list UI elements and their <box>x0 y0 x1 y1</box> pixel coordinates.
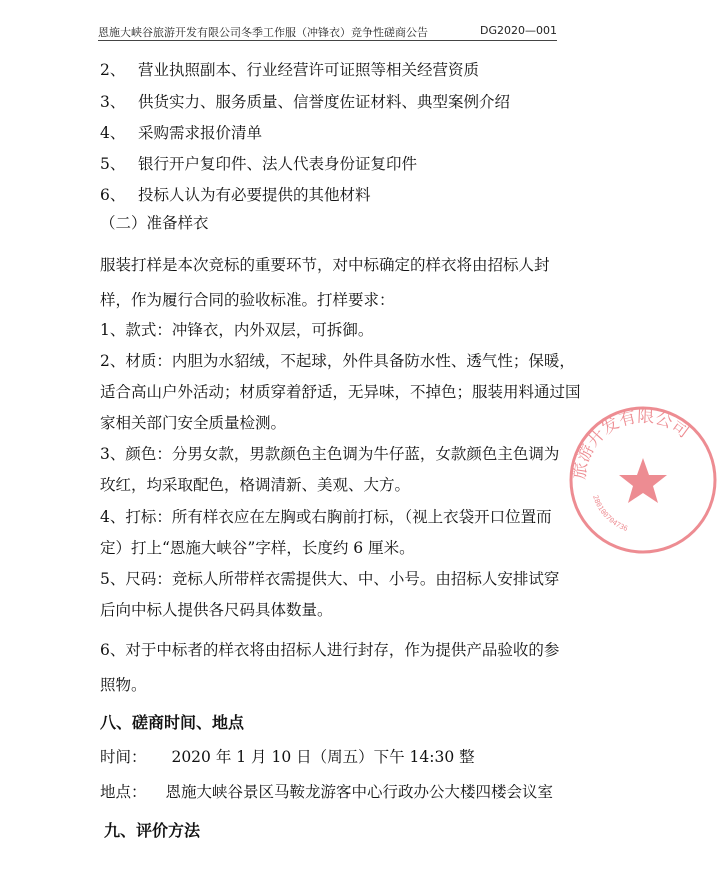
section-heading: 八、磋商时间、地点 <box>100 713 245 732</box>
paragraph-line: 后向中标人提供各尺码具体数量。 <box>100 601 333 619</box>
list-text: 营业执照副本、行业经营许可证照等相关经营资质 <box>138 61 480 79</box>
paragraph-line: 6、对于中标者的样衣将由招标人进行封存，作为提供产品验收的参 <box>100 641 560 659</box>
place-value: 恩施大峡谷景区马鞍龙游客中心行政办公大楼四楼会议室 <box>165 783 553 801</box>
paragraph-line: 照物。 <box>100 676 147 694</box>
list-number: 5、 <box>100 155 126 173</box>
list-text: 投标人认为有必要提供的其他材料 <box>138 186 371 204</box>
list-number: 3、 <box>100 93 126 111</box>
paragraph-line: 3、颜色：分男女款，男款颜色主色调为牛仔蓝，女款颜色主色调为 <box>100 445 560 463</box>
list-number: 2、 <box>100 61 126 79</box>
time-value: 2020 年 1 月 10 日（周五）下午 14:30 整 <box>171 748 475 766</box>
subsection-title: （二）准备样衣 <box>100 214 209 232</box>
place-row <box>100 780 553 802</box>
paragraph-line: 玫红，均采取配色，格调清新、美观、大方。 <box>100 476 411 494</box>
seal-star-icon <box>619 458 667 503</box>
time-row <box>100 745 475 767</box>
paragraph-line: 5、尺码：竞标人所带样衣需提供大、中、小号。由招标人安排试穿 <box>100 570 560 588</box>
paragraph-line: 家相关部门安全质量检测。 <box>100 414 287 432</box>
seal-code: 280100704736 <box>591 494 629 534</box>
paragraph-line: 样，作为履行合同的验收标准。打样要求： <box>100 291 395 309</box>
list-number: 6、 <box>100 186 126 204</box>
paragraph-line: 服装打样是本次竞标的重要环节，对中标确定的样衣将由招标人封 <box>100 256 550 274</box>
header-title: 恩施大峡谷旅游开发有限公司冬季工作服（冲锋衣）竞争性磋商公告 <box>98 26 428 39</box>
company-seal <box>563 400 723 560</box>
header-doc-number: DG2020—001 <box>480 24 557 37</box>
section-heading: 九、评价方法 <box>104 821 201 840</box>
paragraph-line: 1、款式：冲锋衣，内外双层，可拆御。 <box>100 321 374 339</box>
list-text: 供货实力、服务质量、信誉度佐证材料、典型案例介绍 <box>138 93 511 111</box>
list-number: 4、 <box>100 124 126 142</box>
time-label: 时间： <box>100 748 147 766</box>
list-text: 采购需求报价清单 <box>138 124 263 142</box>
paragraph-line: 4、打标：所有样衣应在左胸或右胸前打标，（视上衣袋开口位置而 <box>100 508 552 526</box>
place-label: 地点： <box>100 783 147 801</box>
list-text: 银行开户复印件、法人代表身份证复印件 <box>138 155 418 173</box>
page-header <box>98 20 557 41</box>
paragraph-line: 适合高山户外活动；材质穿着舒适，无异味，不掉色；服装用料通过国 <box>100 383 581 401</box>
paragraph-line: 定）打上“恩施大峡谷”字样，长度约 6 厘米。 <box>100 539 415 557</box>
paragraph-line: 2、材质：内胆为水貂绒，不起球，外件具备防水性、透气性；保暖， <box>100 352 575 370</box>
seal-text: 旅游开发有限公司 <box>569 406 693 481</box>
